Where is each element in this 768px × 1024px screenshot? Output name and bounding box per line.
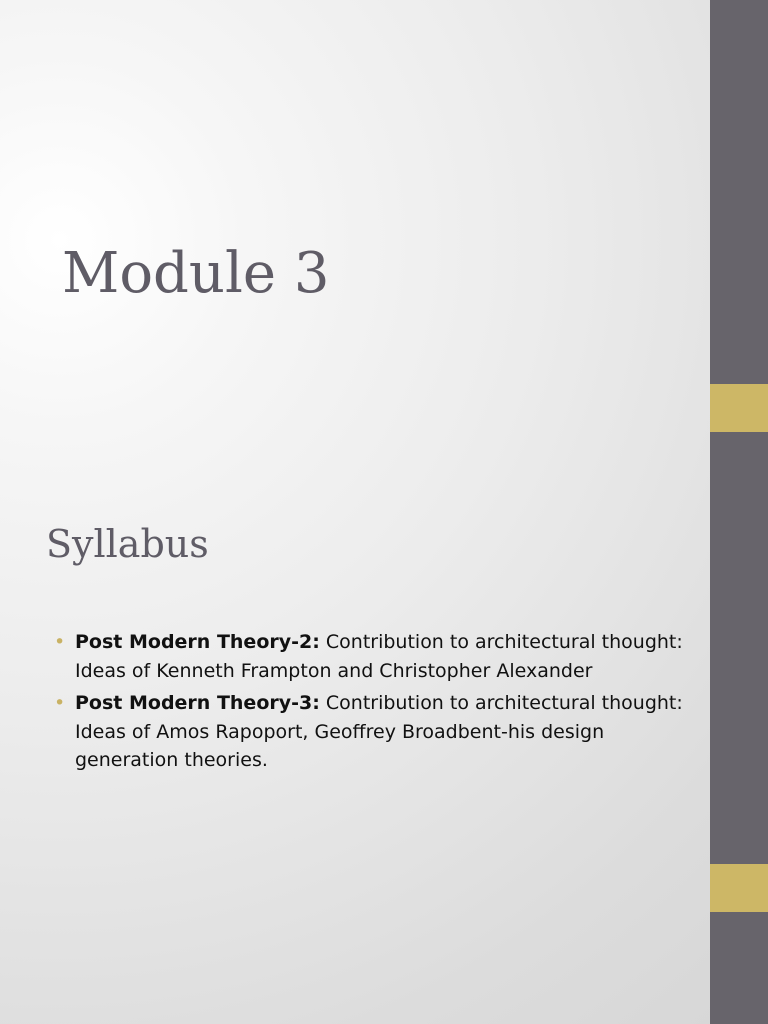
bullet-lead: Post Modern Theory-2: [75,631,320,653]
slide-title: Module 3 [62,241,330,306]
list-item [52,628,692,685]
syllabus-bullet-list [52,628,692,779]
bullet-lead: Post Modern Theory-3: [75,692,320,714]
gold-accent-block-upper [710,384,768,432]
bullet-icon: • [54,692,66,714]
section-heading: Syllabus [46,522,209,566]
bullet-text: Contribution to architectural thought: Ideas of Kenneth Frampton and Christopher Alexander [75,631,683,682]
bullet-text: Contribution to architectural thought: Ideas of Amos Rapoport, Geoffrey Broadbent-his design generation theories. [75,692,683,771]
gold-accent-block-lower [710,864,768,912]
list-item [52,689,692,775]
bullet-icon: • [54,631,66,653]
